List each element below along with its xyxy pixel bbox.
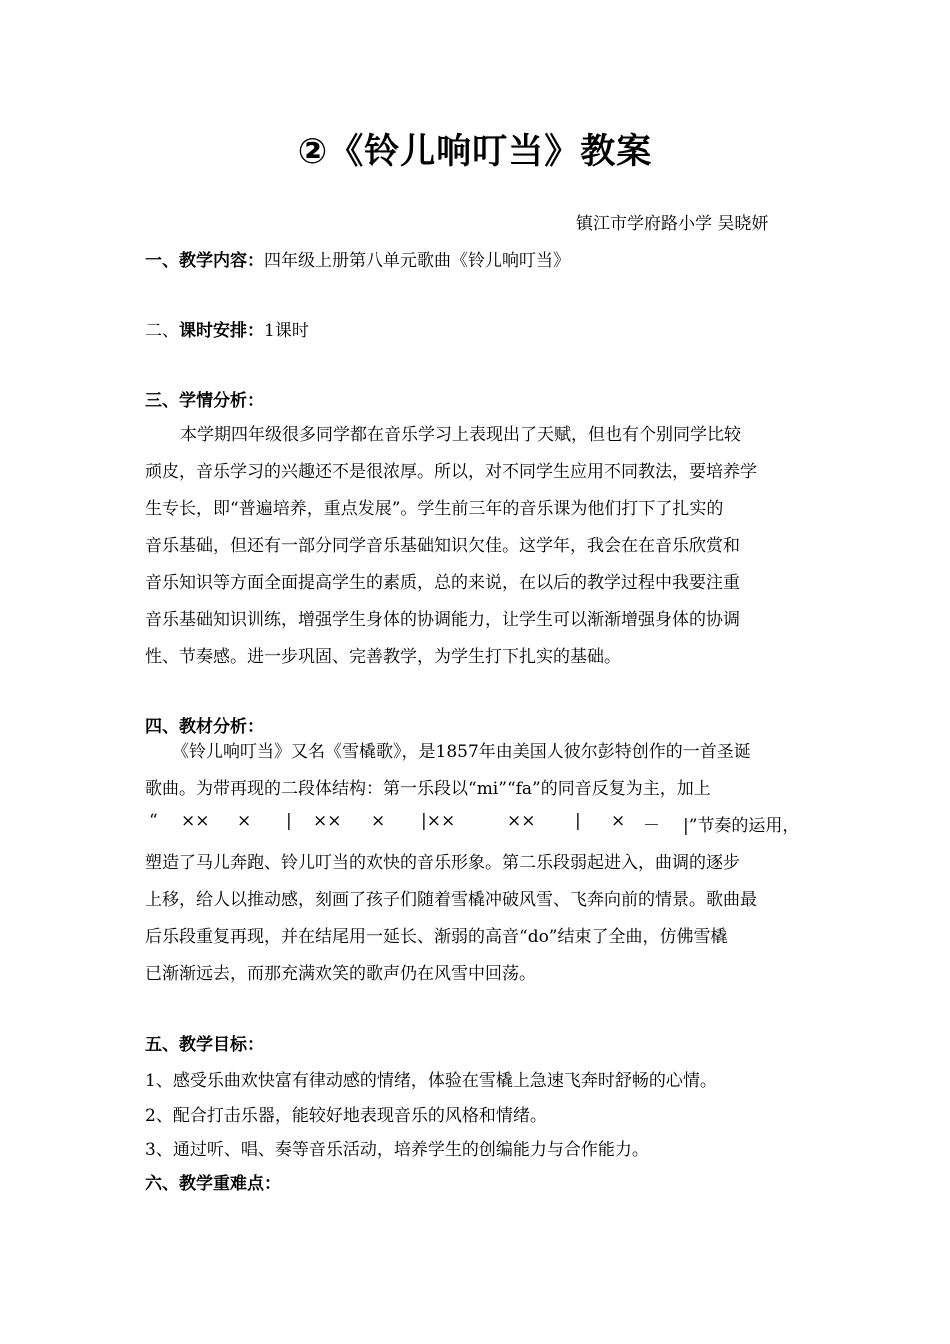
- section-2-text: 1课时: [264, 321, 309, 341]
- rhythm-token: ××: [181, 811, 210, 831]
- section-3-heading: 三、学情分析：: [145, 391, 264, 411]
- section-1-text: 四年级上册第八单元歌曲《铃儿响叮当》: [264, 251, 570, 271]
- rhythm-token: |: [286, 811, 292, 831]
- section-4-line: 《铃儿响叮当》又名《雪橇歌》，是1857年由美国人彼尔彭特创作的一首圣诞: [172, 742, 751, 762]
- rhythm-token: ×: [611, 811, 626, 831]
- section-4-line: 后乐段重复再现，并在结尾用一延长、渐弱的高音“do”结束了全曲，仿佛雪橇: [145, 927, 728, 947]
- section-4-line: 已渐渐远去，而那充满欢笑的歌声仍在风雪中回荡。: [145, 964, 536, 984]
- section-3-line: 音乐知识等方面全面提高学生的素质，总的来说，在以后的教学过程中我要注重: [145, 573, 740, 593]
- section-3-line: 本学期四年级很多同学都在音乐学习上表现出了天赋，但也有个别同学比较: [180, 425, 741, 445]
- section-2-heading-prefix: 二、: [145, 321, 179, 341]
- objective-item: 2、配合打击乐器，能较好地表现音乐的风格和情绪。: [145, 1106, 547, 1126]
- rhythm-token: |”节奏的运用，: [683, 816, 800, 836]
- rhythm-token: |××: [421, 811, 456, 831]
- section-3-line: 音乐基础知识训练，增强学生身体的协调能力，让学生可以渐渐增强身体的协调: [145, 610, 740, 630]
- section-3-line: 生专长，即“普遍培养，重点发展”。学生前三年的音乐课为他们打下了扎实的: [145, 499, 724, 519]
- rhythm-token: ×: [237, 811, 252, 831]
- section-5-heading: 五、教学目标：: [145, 1035, 264, 1055]
- author-line: 镇江市学府路小学 吴晓妍: [576, 214, 769, 234]
- section-2-heading: 课时安排：: [179, 321, 264, 341]
- section-4-line: 塑造了马儿奔跑、铃儿叮当的欢快的音乐形象。第二乐段弱起进入，曲调的逐步: [145, 853, 740, 873]
- rhythm-token: －: [643, 816, 660, 836]
- section-1-heading: 一、教学内容：: [145, 251, 264, 271]
- objective-item: 3、通过听、唱、奏等音乐活动，培养学生的创编能力与合作能力。: [145, 1140, 649, 1160]
- rhythm-token: ×: [371, 811, 386, 831]
- rhythm-token: |: [575, 811, 581, 831]
- section-4-line: 上移，给人以推动感，刻画了孩子们随着雪橇冲破风雪、飞奔向前的情景。歌曲最: [145, 890, 757, 910]
- section-3-line: 顽皮，音乐学习的兴趣还不是很浓厚。所以，对不同学生应用不同教法，要培养学: [145, 462, 757, 482]
- section-4-heading: 四、教材分析：: [145, 717, 264, 737]
- section-6-heading: 六、教学重难点：: [145, 1174, 281, 1194]
- section-3-line: 音乐基础，但还有一部分同学音乐基础知识欠佳。这学年，我会在在音乐欣赏和: [145, 536, 740, 556]
- section-1: [145, 246, 815, 271]
- document-title: ②《铃儿响叮当》教案: [297, 132, 653, 172]
- rhythm-token: ××: [313, 811, 342, 831]
- rhythm-token: “: [149, 811, 158, 831]
- rhythm-token: ××: [507, 811, 536, 831]
- objective-item: 1、感受乐曲欢快富有律动感的情绪，体验在雪橇上急速飞奔时舒畅的心情。: [145, 1071, 717, 1091]
- section-3-line: 性、节奏感。进一步巩固、完善教学，为学生打下扎实的基础。: [145, 647, 621, 667]
- section-2: [145, 316, 815, 341]
- section-4-line: 歌曲。为带再现的二段体结构：第一乐段以“mi”“fa”的同音反复为主，加上: [145, 779, 711, 799]
